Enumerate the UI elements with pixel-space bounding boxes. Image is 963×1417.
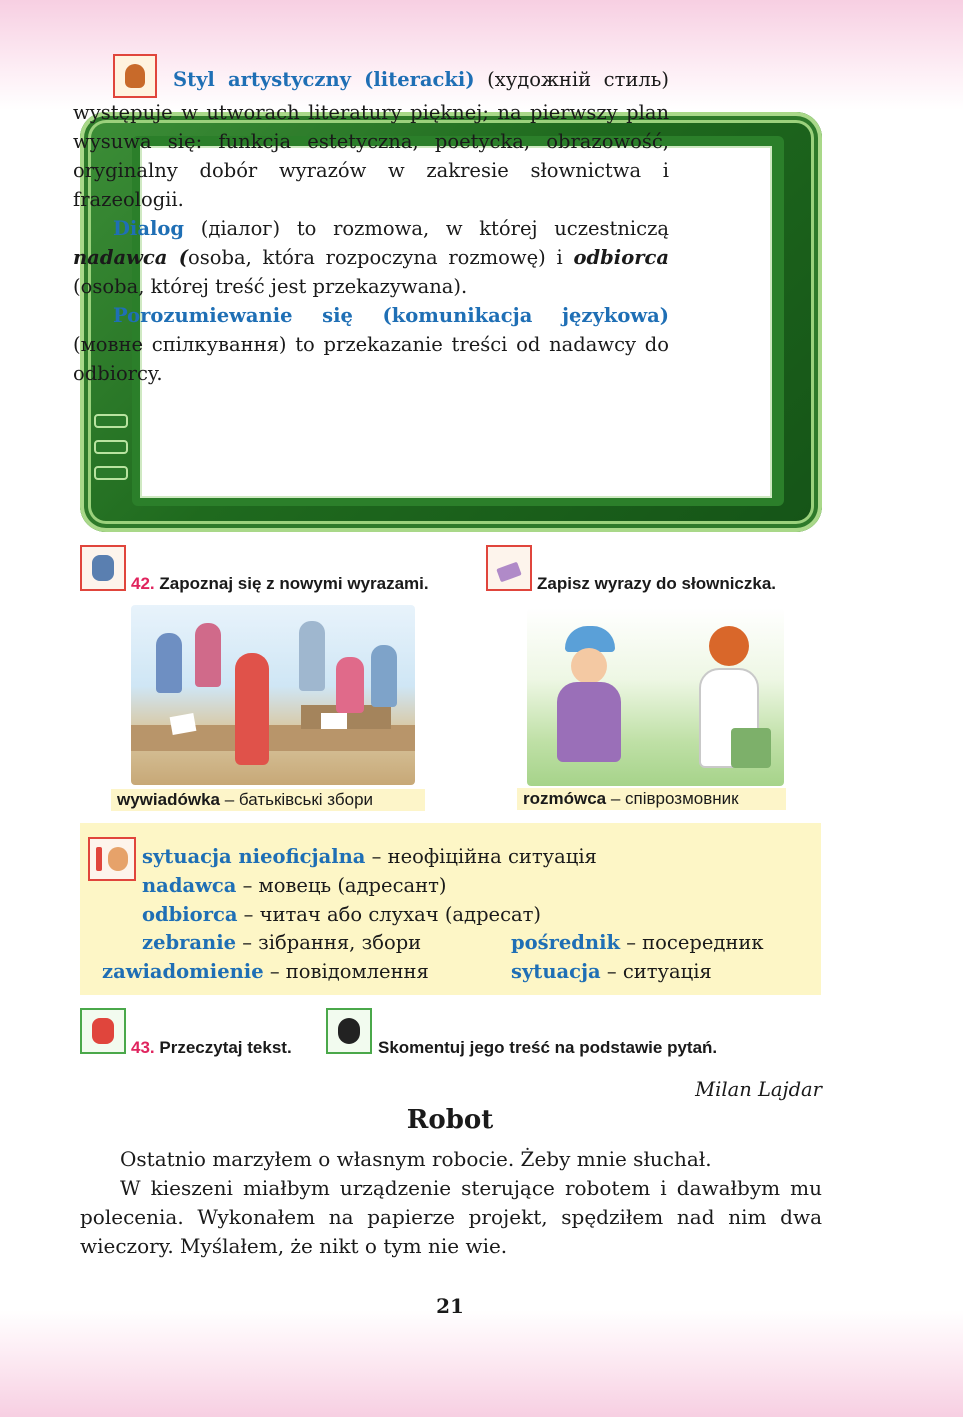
conversation-illustration — [527, 608, 784, 786]
board-slot — [94, 466, 128, 480]
caption-wywiadowka — [111, 789, 425, 811]
task-42-instruction-2 — [537, 574, 776, 594]
caption-wywiadowka-def: – батьківські збори — [219, 790, 374, 809]
caption-wywiadowka-term: wywiadówka — [117, 790, 220, 809]
vocab-def: – зібрання, збори — [236, 931, 422, 954]
board-slot — [94, 414, 128, 428]
vocab-def: – читач або слухач (адресат) — [237, 903, 542, 926]
vocab-item — [511, 931, 764, 954]
owl-icon — [113, 54, 157, 98]
task-43-instruction-2 — [378, 1038, 717, 1058]
caption-rozmowca-term: rozmówca — [523, 789, 607, 808]
exclamation-girl-icon — [88, 837, 136, 881]
vocab-def: – мовець (адресант) — [236, 874, 447, 897]
story-title: Robot — [406, 1105, 494, 1135]
task-42-number: 42. — [131, 574, 155, 593]
reading-boy-icon — [80, 1008, 126, 1054]
term-porozumiewanie: Porozumiewanie się (komunikacja językowa) — [113, 304, 669, 327]
page-number: 21 — [436, 1294, 464, 1318]
vocab-item — [142, 845, 597, 868]
vocab-def: – неофіційна ситуація — [365, 845, 597, 868]
theory-text — [73, 54, 669, 388]
vocab-term: odbiorca — [142, 903, 238, 926]
vocab-term: zebranie — [142, 931, 237, 954]
caption-rozmowca-def: – співрозмовник — [606, 789, 739, 808]
task-43-text: Przeczytaj tekst. — [159, 1038, 292, 1057]
classroom-illustration — [131, 605, 415, 785]
vocab-item — [142, 874, 447, 897]
theory-text-dialog-a: (діалог) to rozmowa, w której uczestniczą — [184, 217, 669, 240]
task-42-instruction — [131, 574, 429, 594]
vocab-item — [142, 903, 541, 926]
term-nadawca: nadawca ( — [73, 246, 188, 269]
vocab-term: pośrednik — [511, 931, 621, 954]
vocab-def: – ситуація — [600, 960, 712, 983]
story-paragraph: Ostatnio marzyłem o własnym robocie. Żeby mnie słuchał. — [120, 1147, 712, 1171]
board-slot — [94, 440, 128, 454]
term-dialog: Dialog — [113, 217, 185, 240]
vocab-def: – посередник — [620, 931, 764, 954]
task-42-text-2: Zapisz wyrazy do słowniczka. — [537, 574, 777, 593]
task-43-instruction — [131, 1038, 292, 1058]
story-text — [80, 1145, 822, 1261]
theory-paragraph-style — [73, 54, 669, 214]
vocab-item — [102, 960, 429, 983]
author-name: Milan Lajdar — [695, 1078, 822, 1101]
pencil-notebook-icon — [486, 545, 532, 591]
vocab-item — [142, 931, 421, 954]
task-42-text: Zapoznaj się z nowymi wyrazami. — [159, 574, 429, 593]
vocab-def: – повідомлення — [263, 960, 429, 983]
theory-text-dialog-b: osoba, która rozpoczyna rozmowę) i — [187, 246, 574, 269]
vocabulary-box — [80, 823, 821, 995]
vocab-term: sytuacja nieoficjalna — [142, 845, 366, 868]
theory-paragraph-dialog — [73, 214, 669, 301]
theory-text-dialog-c: (osoba, której treść jest przekazywana). — [73, 275, 468, 298]
reading-student-icon — [80, 545, 126, 591]
term-styl-artystyczny: Styl artystyczny (literacki) — [173, 68, 475, 91]
talking-girl-icon — [326, 1008, 372, 1054]
task-43-text-2: Skomentuj jego treść na podstawie pytań. — [378, 1038, 718, 1057]
theory-text-komunikacja: (мовне спілкування) to przekazanie treści od nadawcy do odbiorcy. — [73, 333, 669, 385]
theory-text-style: (художній стиль) występuje w utworach literatury pięknej; na pierwszy plan wysuwa się: funkcja estetyczna, poetycka, obrazowość, oryginalny dobór wyrazów w zakresie słownictwa i frazeologii. — [73, 68, 669, 211]
vocab-term: sytuacja — [511, 960, 601, 983]
task-43-number: 43. — [131, 1038, 155, 1057]
vocab-item — [511, 960, 712, 983]
vocab-term: zawiadomienie — [102, 960, 264, 983]
vocab-term: nadawca — [142, 874, 237, 897]
caption-rozmowca — [517, 788, 786, 810]
story-paragraph: W kieszeni miałbym urządzenie sterujące robotem i dawałbym mu polecenia. Wykonałem na papierze projekt, spędziłem nad nim dwa wieczory. Myślałem, że nikt o tym nie wie. — [80, 1176, 822, 1258]
term-odbiorca: odbiorca — [573, 246, 669, 269]
theory-paragraph-komunikacja — [73, 301, 669, 388]
